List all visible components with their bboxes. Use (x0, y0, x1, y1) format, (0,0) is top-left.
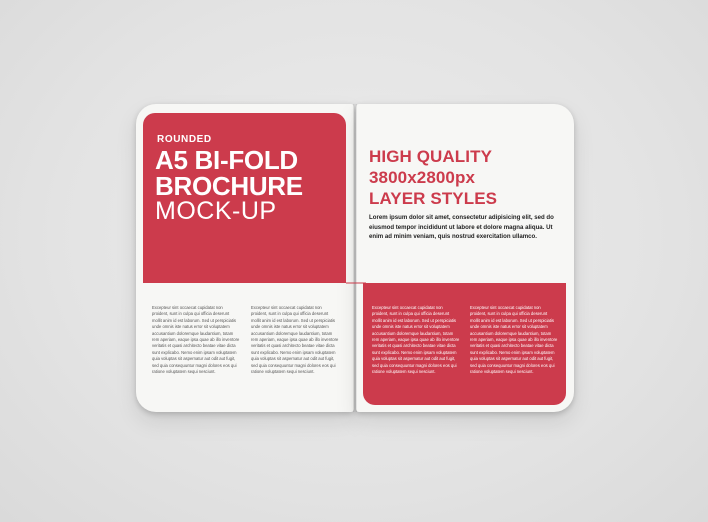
brochure-fold-crease (353, 104, 357, 412)
hero-subtitle: ROUNDED (157, 134, 212, 145)
right-body-column-2: Excepteur sint occaecat cupidatat non proident, sunt in culpa qui officia deserunt mollit anim id est laborum. Sed ut perspiciatis unde omnis iste natus error sit voluptatem accusantium doloremque laudantium, totam rem aperiam, eaque ipsa quae ab illo inventore veritatis et quasi architecto beatae vitae dicta sunt explicabo. Nemo enim ipsam voluptatem quia voluptas sit aspernatur aut odit aut fugit, sed quia consequuntur magni dolores eos qui ratione voluptatem sequi nesciunt. (470, 305, 558, 375)
left-body-column-1: Excepteur sint occaecat cupidatat non proident, sunt in culpa qui officia deserunt mollit anim id est laborum. Sed ut perspiciatis unde omnis iste natus error sit voluptatem accusantium doloremque laudantium, totam rem aperiam, eaque ipsa quae ab illo inventore veritatis et quasi architecto beatae vitae dicta sunt explicabo. Nemo enim ipsam voluptatem quia voluptas sit aspernatur aut odit aut fugit, sed quia consequuntur magni dolores eos qui ratione voluptatem sequi nesciunt. (152, 305, 240, 375)
right-heading-line2: 3800x2800px (369, 168, 476, 187)
left-body-column-2: Excepteur sint occaecat cupidatat non proident, sunt in culpa qui officia deserunt mollit anim id est laborum. Sed ut perspiciatis unde omnis iste natus error sit voluptatem accusantium doloremque laudantium, totam rem aperiam, eaque ipsa quae ab illo inventore veritatis et quasi architecto beatae vitae dicta sunt explicabo. Nemo enim ipsam voluptatem quia voluptas sit aspernatur aut odit aut fugit, sed quia consequuntur magni dolores eos qui ratione voluptatem sequi nesciunt. (251, 305, 339, 375)
right-heading-line1: HIGH QUALITY (369, 147, 493, 166)
right-heading-line3: LAYER STYLES (369, 189, 498, 208)
hero-title-line3: MOCK-UP (155, 197, 277, 225)
right-intro-paragraph: Lorem ipsum dolor sit amet, consectetur adipisicing elit, sed do eiusmod tempor incididunt ut labore et dolore magna aliqua. Ut enim ad minim veniam, quis nostrud exercitation ullamco. (369, 214, 554, 241)
hero-title-line1: A5 BI-FOLD (155, 145, 298, 175)
hero-title-line2: BROCHURE (155, 171, 303, 201)
right-body-column-1: Excepteur sint occaecat cupidatat non proident, sunt in culpa qui officia deserunt mollit anim id est laborum. Sed ut perspiciatis unde omnis iste natus error sit voluptatem accusantium doloremque laudantium, totam rem aperiam, eaque ipsa quae ab illo inventore veritatis et quasi architecto beatae vitae dicta sunt explicabo. Nemo enim ipsam voluptatem quia voluptas sit aspernatur aut odit aut fugit, sed quia consequuntur magni dolores eos qui ratione voluptatem sequi nesciunt. (372, 305, 460, 375)
